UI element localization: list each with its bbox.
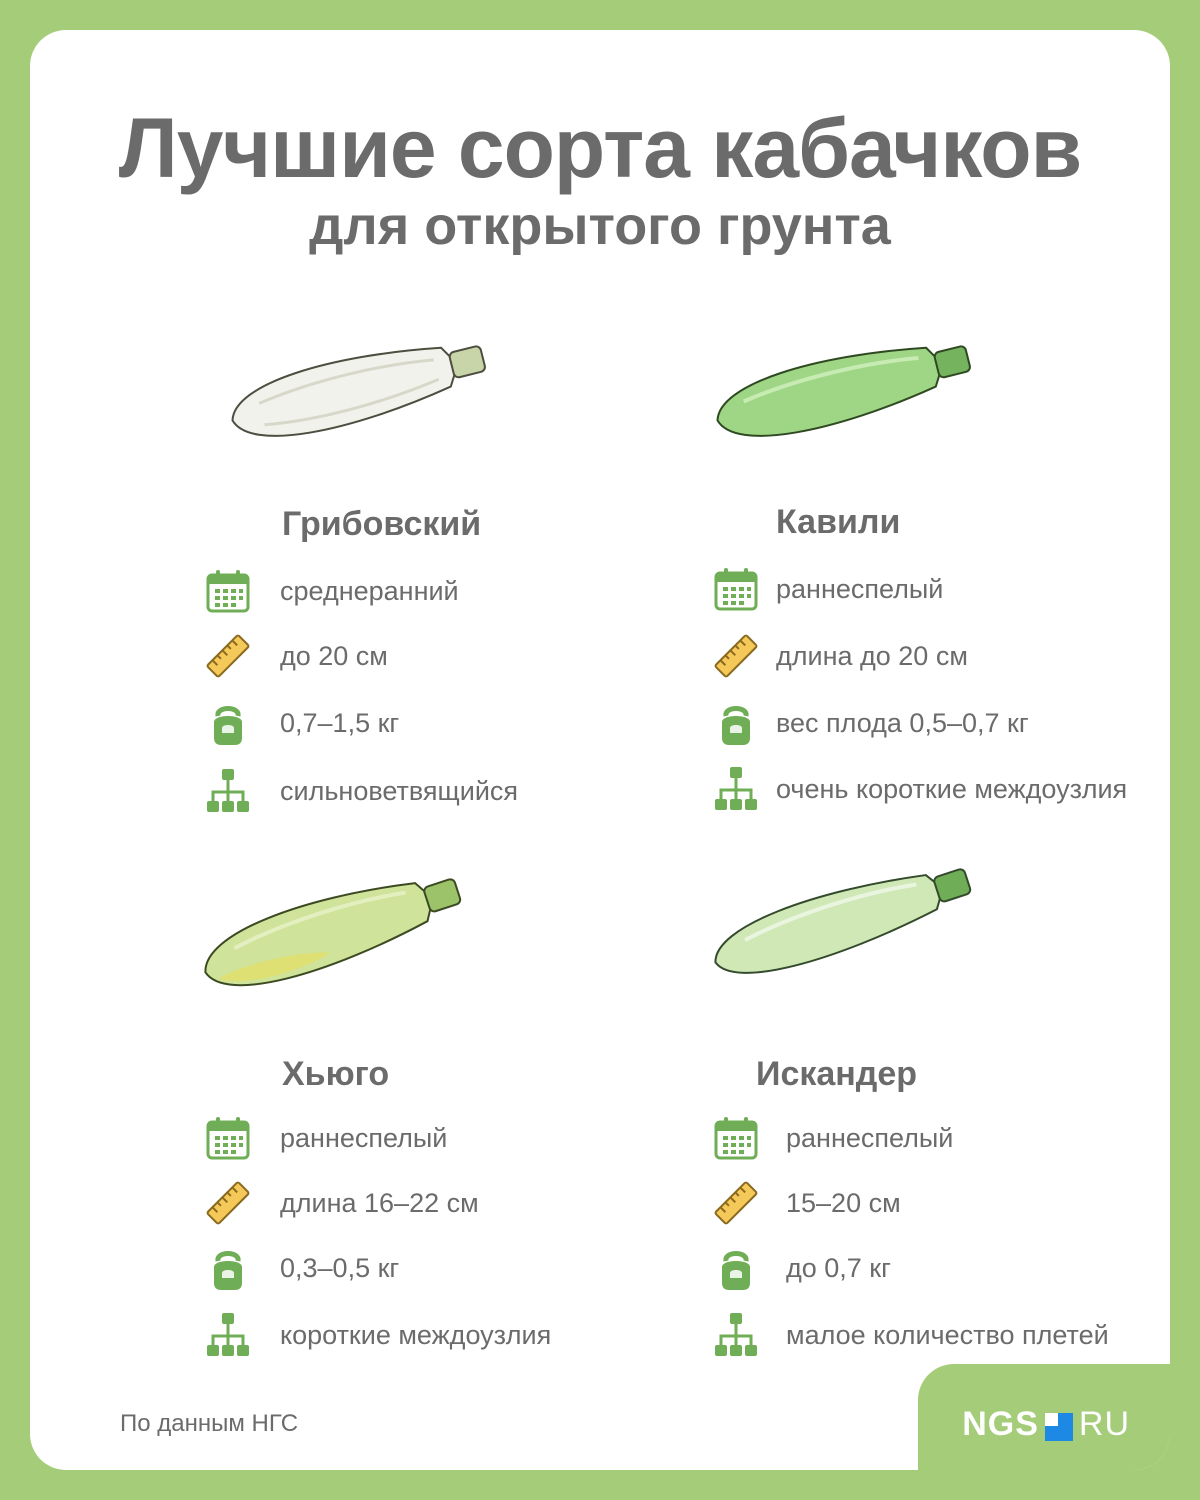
page-subtitle: для открытого грунта [309,196,891,256]
zucchini-yellow-green-illustration [175,860,485,1010]
zucchini-green-illustration [685,330,995,460]
branching-text: короткие междоузлия [280,1320,552,1350]
kettlebell-icon [205,700,251,746]
hierarchy-icon [205,1312,251,1358]
variety-card-kavili [675,330,1155,810]
branching-text: очень короткие междоузлия [776,774,1128,804]
ruler-icon [713,633,759,679]
kettlebell-icon [713,1245,759,1291]
ngs-logo[interactable] [962,1405,1130,1444]
logo-text-ru: RU [1078,1405,1130,1443]
weight-text: до 0,7 кг [786,1253,891,1283]
ripening-text: раннеспелый [786,1123,954,1153]
infographic-card [30,30,1170,1470]
variety-card-iskander [675,850,1155,1350]
kettlebell-icon [713,700,759,746]
variety-name: Грибовский [282,505,482,543]
ruler-icon [205,633,251,679]
branching-text: малое количество плетей [786,1320,1109,1350]
calendar-icon [205,1115,251,1161]
weight-row [713,700,1170,750]
weight-text: 0,7–1,5 кг [280,708,400,738]
hierarchy-icon [713,1312,759,1358]
variety-name: Кавили [776,503,901,541]
ruler-icon [205,1180,251,1226]
logo-text-ngs: NGS [962,1405,1039,1443]
length-text: длина до 20 см [776,641,968,671]
length-row [713,1180,1170,1230]
zucchini-pale-green-illustration [685,850,995,1000]
length-text: 15–20 см [786,1188,901,1218]
length-text: длина 16–22 см [280,1188,479,1218]
branching-text: сильноветвящийся [280,776,519,806]
zucchini-white-illustration [200,330,510,460]
ripening-row [713,566,1170,616]
branching-row [713,1312,1170,1362]
hierarchy-icon [205,768,251,814]
ruler-icon [713,1180,759,1226]
length-row [713,633,1170,683]
variety-card-hugo [170,860,650,1350]
length-text: до 20 см [280,641,388,671]
variety-card-gribovsky [170,330,650,810]
logo-tab [918,1364,1170,1470]
weight-text: 0,3–0,5 кг [280,1253,400,1283]
ripening-text: раннеспелый [776,574,944,604]
calendar-icon [713,1115,759,1161]
calendar-icon [205,568,251,614]
ripening-text: раннеспелый [280,1123,448,1153]
weight-text: вес плода 0,5–0,7 кг [776,708,1029,738]
logo-square-icon [1045,1411,1073,1439]
calendar-icon [713,566,759,612]
hierarchy-icon [713,766,759,812]
branching-row [713,766,1170,816]
ripening-row [713,1115,1170,1165]
page-title: Лучшие сорта кабачков [118,101,1082,195]
weight-row [713,1245,1170,1295]
kettlebell-icon [205,1245,251,1291]
variety-name: Искандер [756,1055,918,1093]
ripening-text: среднеранний [280,576,459,606]
source-note: По данным НГС [120,1410,299,1437]
variety-name: Хьюго [282,1055,390,1093]
